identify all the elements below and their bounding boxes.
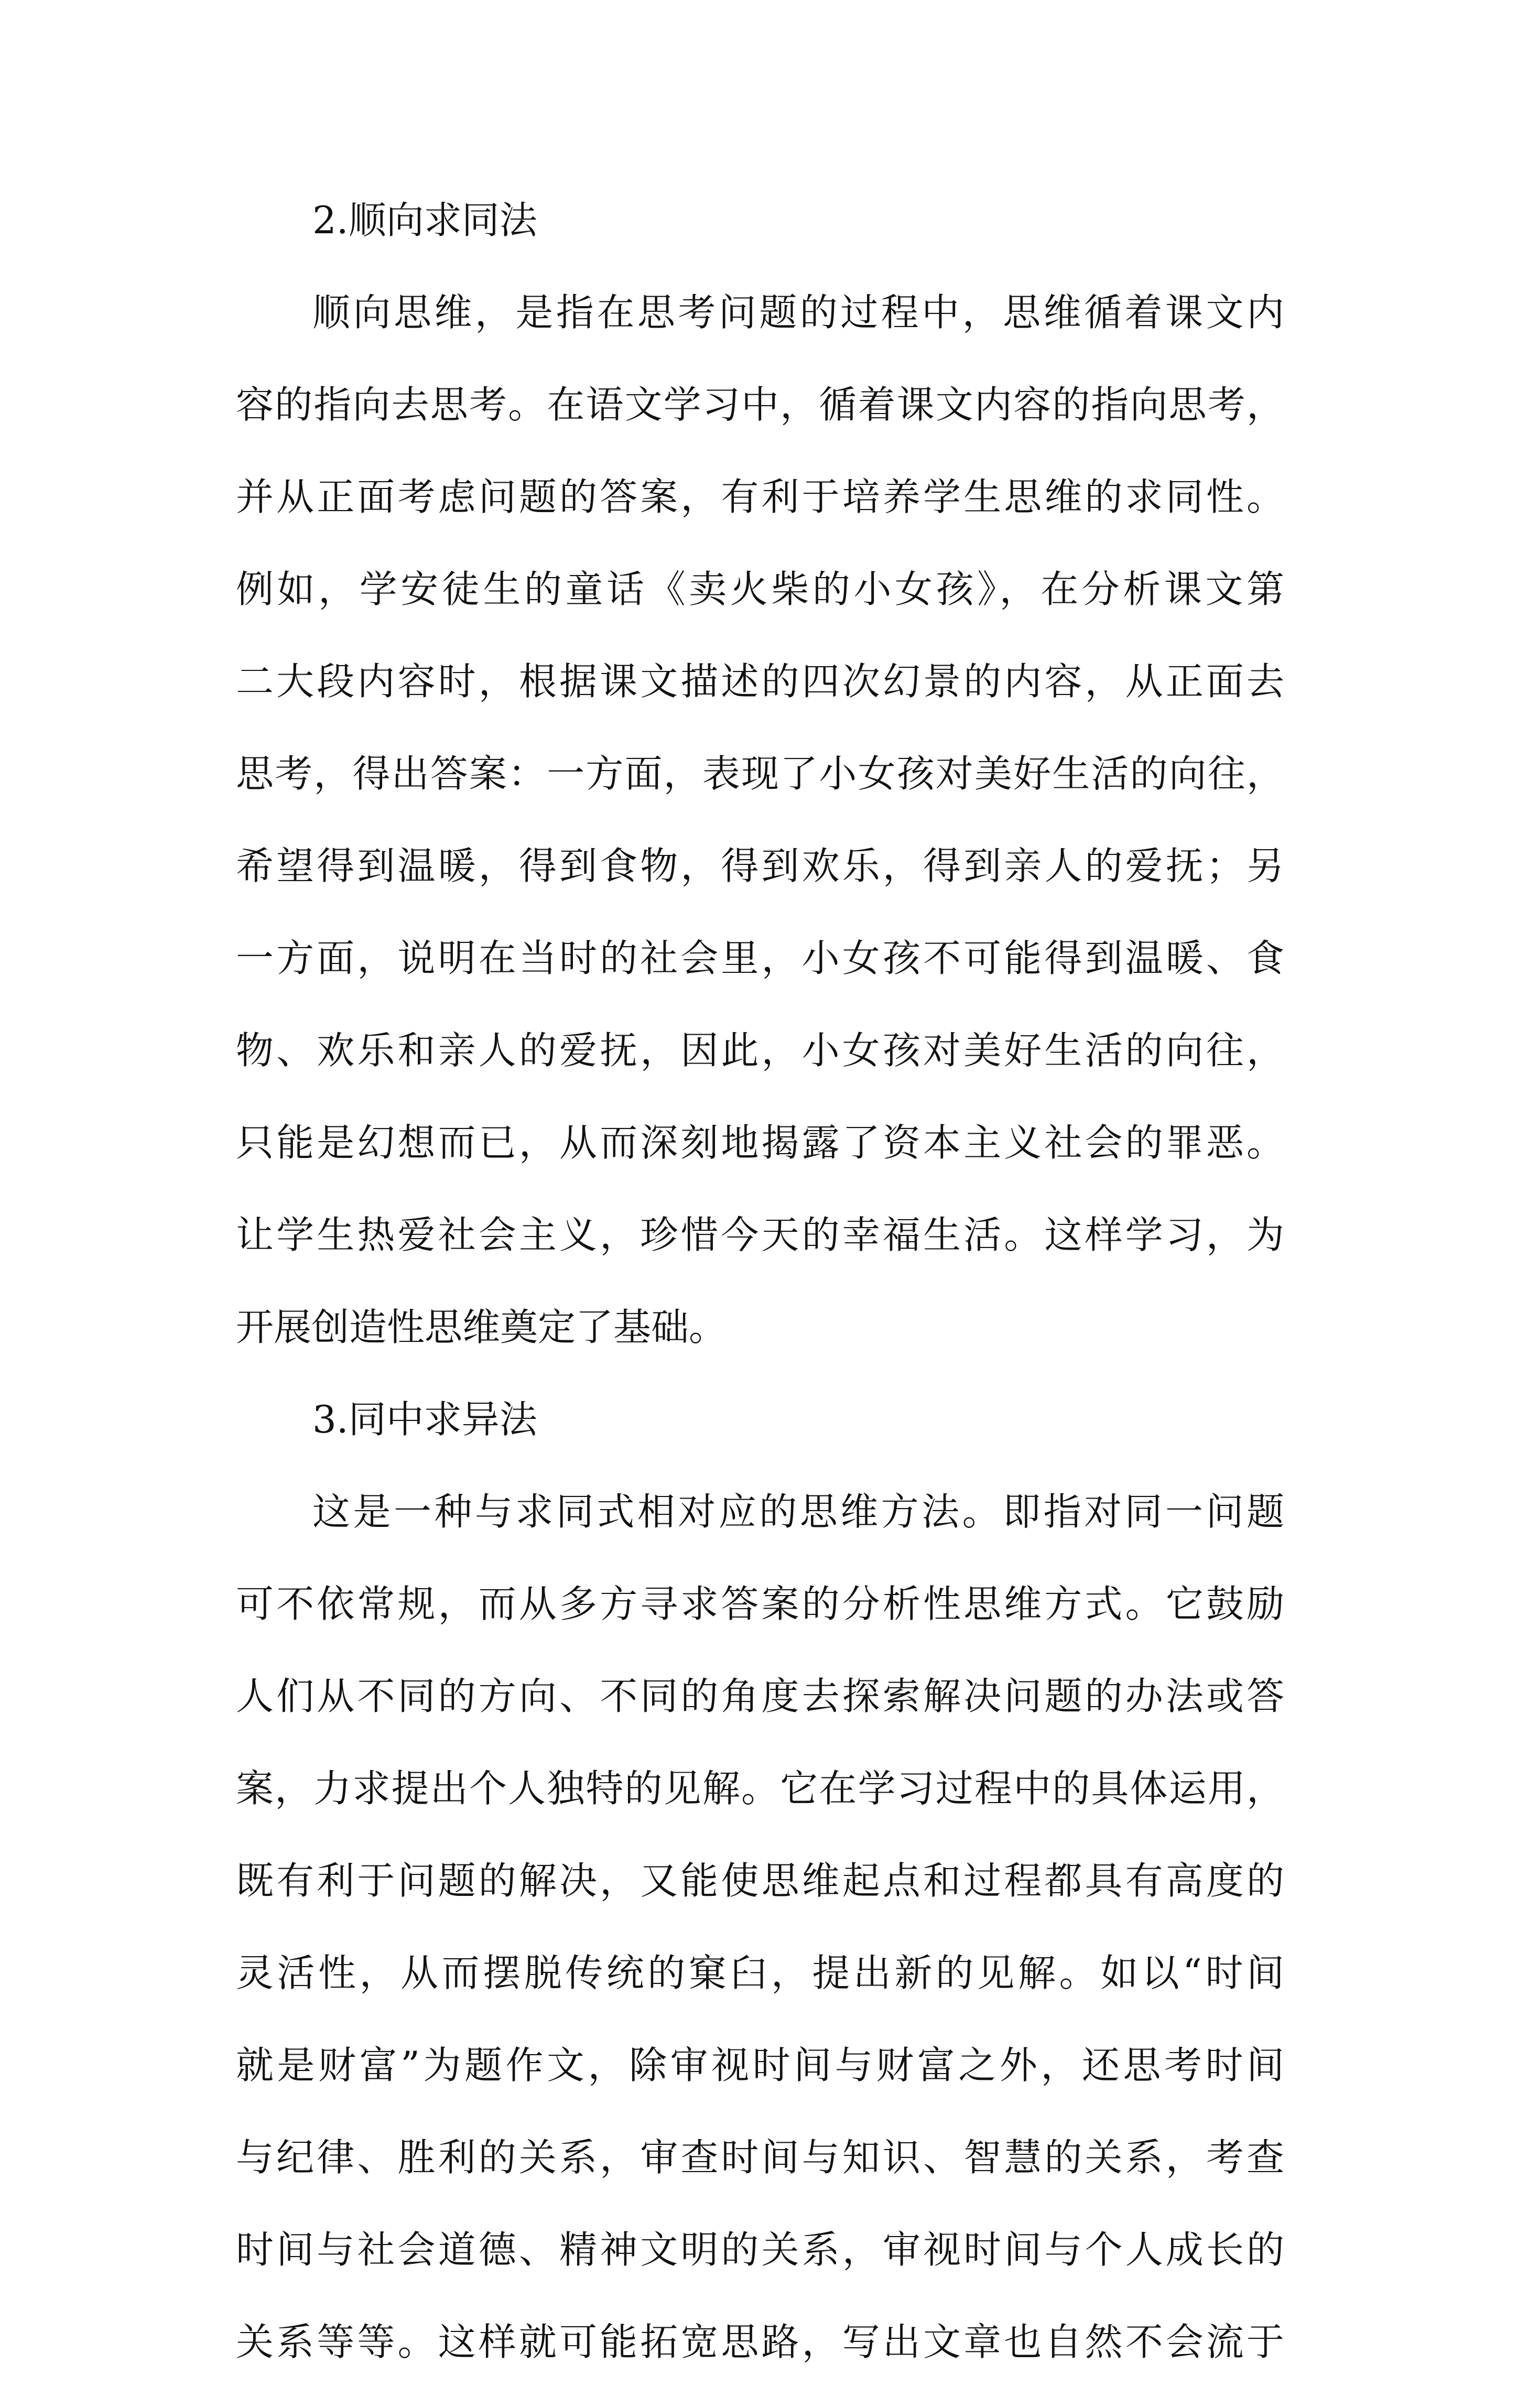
paragraph-line: 灵活性，从而摆脱传统的窠臼，提出新的见解。如以“时间 (236, 1951, 1284, 1995)
paragraph-line: 既有利于问题的解决，又能使思维起点和过程都具有高度的 (236, 1859, 1284, 1903)
paragraph-line: 关系等等。这样就可能拓宽思路，写出文章也自然不会流于 (236, 2320, 1284, 2364)
document-body (236, 194, 1284, 2408)
section-heading-2: 2.顺向求同法 (312, 198, 537, 242)
paragraph-line: 顺向思维，是指在思考问题的过程中，思维循着课文内 (312, 290, 1284, 334)
paragraph-line: 希望得到温暖，得到食物，得到欢乐，得到亲人的爱抚；另 (236, 844, 1284, 888)
paragraph-line: 物、欢乐和亲人的爱抚，因此，小女孩对美好生活的向往， (236, 1028, 1284, 1072)
paragraph-line: 思考，得出答案：一方面，表现了小女孩对美好生活的向往， (236, 752, 1284, 796)
paragraph-line: 时间与社会道德、精神文明的关系，审视时间与个人成长的 (236, 2228, 1284, 2272)
paragraph-line: 人们从不同的方向、不同的角度去探索解决问题的办法或答 (236, 1674, 1284, 1718)
paragraph-line: 二大段内容时，根据课文描述的四次幻景的内容，从正面去 (236, 659, 1284, 703)
section-heading-3: 3.同中求异法 (312, 1397, 537, 1441)
paragraph-line: 一方面，说明在当时的社会里，小女孩不可能得到温暖、食 (236, 936, 1284, 980)
paragraph-line: 就是财富”为题作文，除审视时间与财富之外，还思考时间 (236, 2043, 1284, 2087)
paragraph-line: 让学生热爱社会主义，珍惜今天的幸福生活。这样学习，为 (236, 1213, 1284, 1257)
paragraph-line: 可不依常规，而从多方寻求答案的分析性思维方式。它鼓励 (236, 1582, 1284, 1626)
paragraph-line: 容的指向去思考。在语文学习中，循着课文内容的指向思考， (236, 383, 1284, 427)
paragraph-line: 这是一种与求同式相对应的思维方法。即指对同一问题 (312, 1490, 1284, 1534)
paragraph-line: 与纪律、胜利的关系，审查时间与知识、智慧的关系，考查 (236, 2135, 1284, 2179)
paragraph-line: 开展创造性思维奠定了基础。 (236, 1305, 727, 1349)
paragraph-line: 例如，学安徒生的童话《卖火柴的小女孩》，在分析课文第 (236, 567, 1284, 611)
paragraph-line: 只能是幻想而已，从而深刻地揭露了资本主义社会的罪恶。 (236, 1121, 1284, 1165)
paragraph-line: 并从正面考虑问题的答案，有利于培养学生思维的求同性。 (236, 475, 1284, 519)
paragraph-line: 案，力求提出个人独特的见解。它在学习过程中的具体运用， (236, 1766, 1284, 1810)
